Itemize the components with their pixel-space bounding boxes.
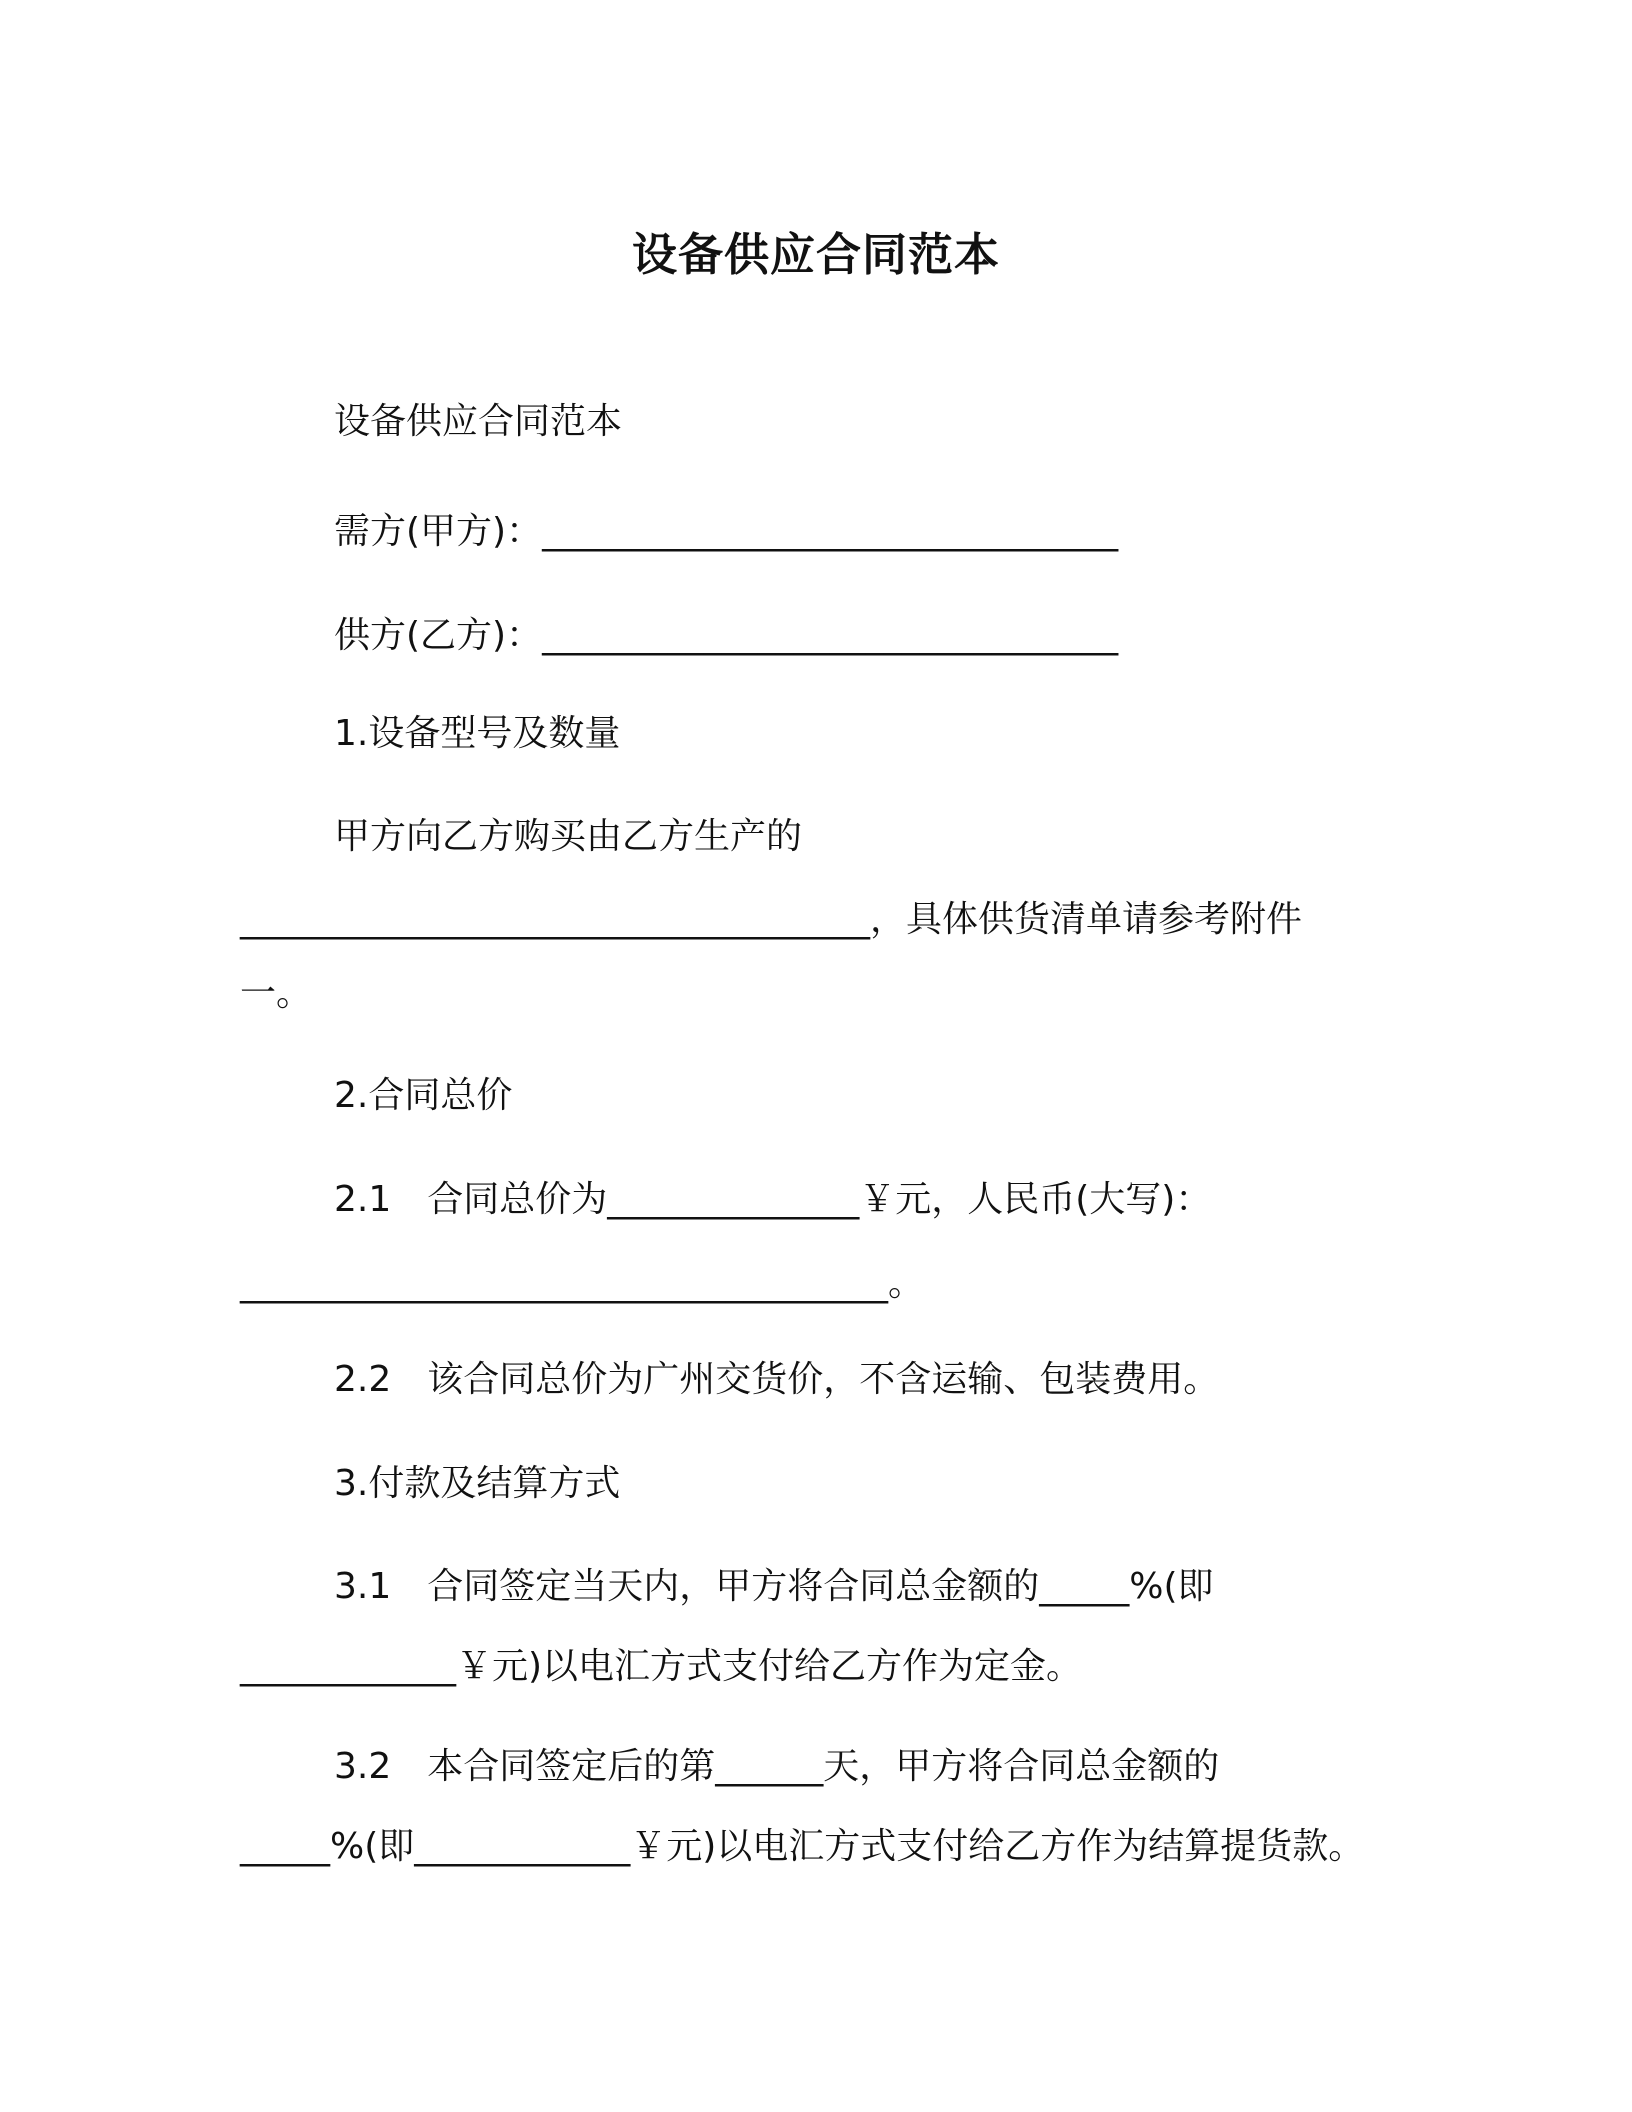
party-b-line: 供方(乙方)：________________________________	[334, 615, 1119, 656]
clause-2-1-line1: 2.1 合同总价为______________￥元，人民币(大写)：	[334, 1179, 1212, 1220]
section1-heading: 1.设备型号及数量	[334, 713, 621, 754]
clause-2-1-line2: ____________________________________。	[240, 1263, 924, 1304]
clause-3-2-line1: 3.2 本合同签定后的第______天，甲方将合同总金额的	[334, 1746, 1220, 1787]
document-subtitle: 设备供应合同范本	[334, 401, 623, 442]
section3-heading: 3.付款及结算方式	[334, 1463, 621, 1504]
clause-3-1-line2: ____________￥元)以电汇方式支付给乙方作为定金。	[240, 1646, 1083, 1687]
clause-3-2-line2: _____%(即____________￥元)以电汇方式支付给乙方作为结算提货款。	[240, 1826, 1365, 1867]
clause-2-2: 2.2 该合同总价为广州交货价，不含运输、包装费用。	[334, 1359, 1220, 1400]
party-a-line: 需方(甲方)：________________________________	[334, 511, 1119, 552]
section1-text-line3: 一。	[240, 973, 313, 1014]
section1-text-line1: 甲方向乙方购买由乙方生产的	[334, 816, 803, 857]
document-title: 设备供应合同范本	[631, 228, 1000, 281]
clause-3-1-line1: 3.1 合同签定当天内，甲方将合同总金额的_____%(即	[334, 1566, 1214, 1607]
section1-text-line2: ___________________________________，具体供货清单请参考附件	[240, 899, 1303, 940]
section2-heading: 2.合同总价	[334, 1075, 513, 1116]
